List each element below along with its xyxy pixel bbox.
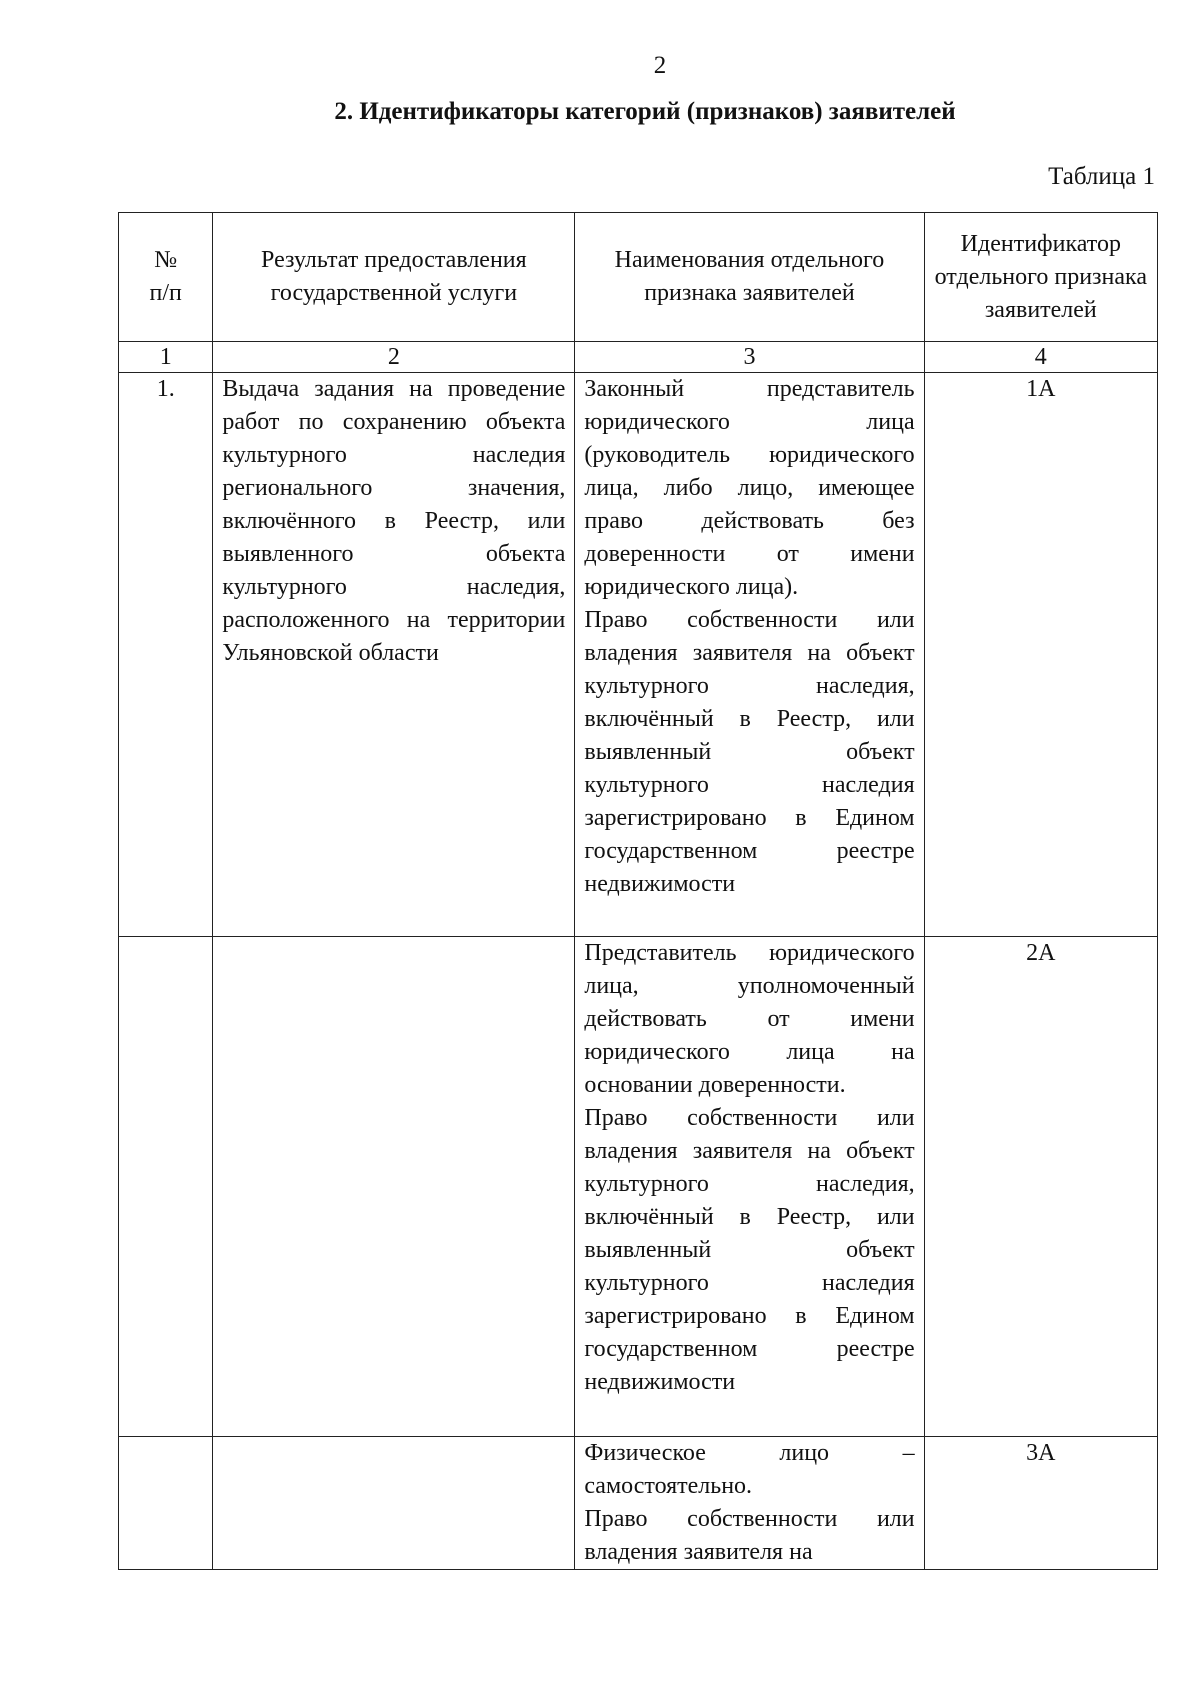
table-caption: Таблица 1 [1048, 163, 1155, 190]
page-title: 2. Идентификаторы категорий (признаков) заявителей [334, 98, 956, 125]
column-number-row [119, 342, 1158, 373]
column-number: 1 [119, 342, 213, 373]
row-result [213, 1437, 575, 1570]
row-feature: Законный представитель юридического лица (руководитель юридического лица, либо лицо, имеющее право действовать без доверенности от имени юридического лица). Право собственности или владения заявителя на объект культурного наследия, включённый в Реестр, или выявленный объект культурного наследия зарегистрировано в Едином государственном реестре недвижимости [575, 373, 924, 937]
table-header-row [119, 213, 1158, 342]
header-number: № п/п [119, 213, 213, 342]
header-identifier: Идентификатор отдельного признака заявителей [924, 213, 1157, 342]
row-identifier: 1А [924, 373, 1157, 937]
row-identifier: 3А [924, 1437, 1157, 1570]
header-feature: Наименования отдельного признака заявителей [575, 213, 924, 342]
row-feature: Представитель юридического лица, уполномоченный действовать от имени юридического лица на основании доверенности. Право собственности или владения заявителя на объект культурного наследия, включённый в Реестр, или выявленный объект культурного наследия зарегистрировано в Едином государственном реестре недвижимости [575, 937, 924, 1437]
row-identifier: 2А [924, 937, 1157, 1437]
column-number: 3 [575, 342, 924, 373]
table-row [119, 1437, 1158, 1570]
row-number [119, 1437, 213, 1570]
column-number: 2 [213, 342, 575, 373]
row-feature: Физическое лицо – самостоятельно. Право собственности или владения заявителя на [575, 1437, 924, 1570]
header-result: Результат предоставления государственной услуги [213, 213, 575, 342]
applicant-identifiers-table [118, 212, 1158, 1570]
row-result [213, 937, 575, 1437]
row-result: Выдача задания на проведение работ по сохранению объекта культурного наследия регионального значения, включённого в Реестр, или выявленного объекта культурного наследия, расположенного на территории Ульяновской области [213, 373, 575, 937]
table-row [119, 373, 1158, 937]
table-row [119, 937, 1158, 1437]
row-number: 1. [119, 373, 213, 937]
row-number [119, 937, 213, 1437]
page-number: 2 [653, 52, 667, 79]
column-number: 4 [924, 342, 1157, 373]
